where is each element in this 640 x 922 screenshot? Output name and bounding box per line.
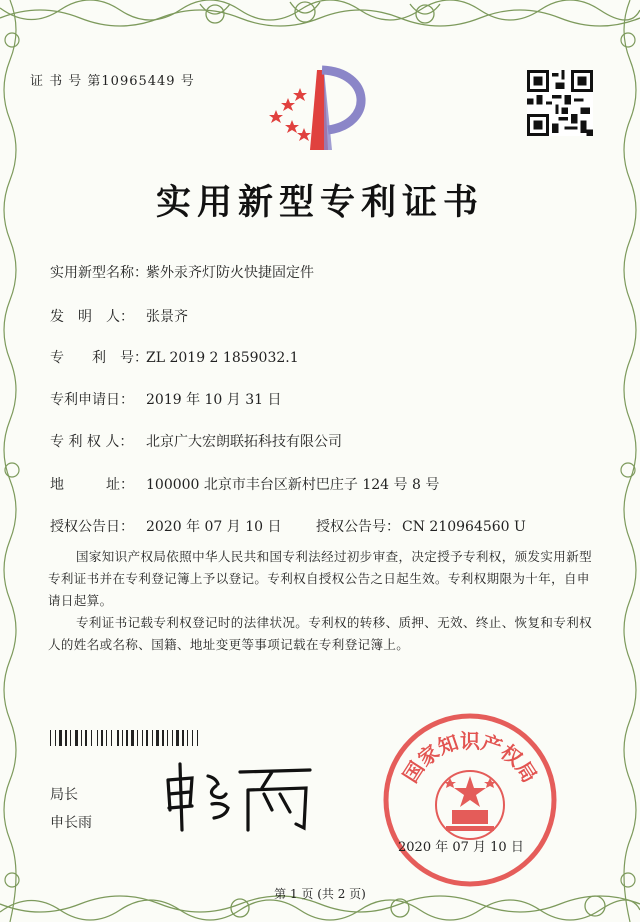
field-value: 北京广大宏朗联拓科技有限公司 [146,434,342,450]
qr-code [525,70,595,136]
certificate-number: 证 书 号 第10965449 号 [30,74,195,89]
field-label: 专利申请日： [50,392,134,408]
field-inventor [50,306,188,326]
seal-text: 国家知识产权局 [398,729,542,787]
seal-date: 2020 年 07 月 10 日 [398,840,524,855]
announcement-no-value: CN 210964560 U [402,519,526,535]
field-value: 2019 年 10 月 31 日 [146,392,282,408]
field-value: 紫外汞齐灯防火快捷固定件 [146,265,314,281]
decorative-border-left [0,0,24,922]
cnipa-logo [262,62,382,152]
announcement-date-value: 2020 年 07 月 10 日 [146,519,282,535]
director-name: 申长雨 [50,815,92,831]
field-value: 100000 北京市丰台区新村巴庄子 124 号 8 号 [146,477,440,493]
field-label: 实用新型名称： [50,265,148,281]
announcement-date-label: 授权公告日： [50,519,134,535]
certificate-title: 实用新型专利证书 [155,183,484,223]
decorative-border-top [0,0,640,40]
field-value: ZL 2019 2 1859032.1 [146,350,299,366]
page-number: 第 1 页 (共 2 页) [274,887,366,901]
body-paragraph: 国家知识产权局依照中华人民共和国专利法经过初步审查，决定授予专利权，颁发实用新型专利证书并在专利登记簿上予以登记。专利权自授权公告之日起生效。专利权期限为十年，自申请日起算。 [48,549,593,608]
decorative-border-right [616,0,640,922]
field-label: 专 利 权 人： [50,434,134,450]
field-utility-model-name [50,262,314,282]
field-value: 张景齐 [146,309,188,325]
body-paragraph: 专利证书记载专利权登记时的法律状况。专利权的转移、质押、无效、终止、恢复和专利权人的姓名或名称、国籍、地址变更等事项记载在专利登记簿上。 [48,615,593,652]
field-label: 专 利 号： [50,350,148,366]
barcode [50,730,265,746]
official-seal [380,710,560,890]
director-title: 局长 [50,787,78,803]
field-address [50,474,439,494]
director-signature [160,758,320,838]
field-announcement [50,516,526,536]
announcement-no-label: 授权公告号： [316,519,400,535]
field-label: 发 明 人： [50,309,134,325]
field-patent-number [50,347,299,367]
field-label: 地 址： [50,477,134,493]
field-application-date [50,389,282,409]
field-patentee [50,431,342,451]
